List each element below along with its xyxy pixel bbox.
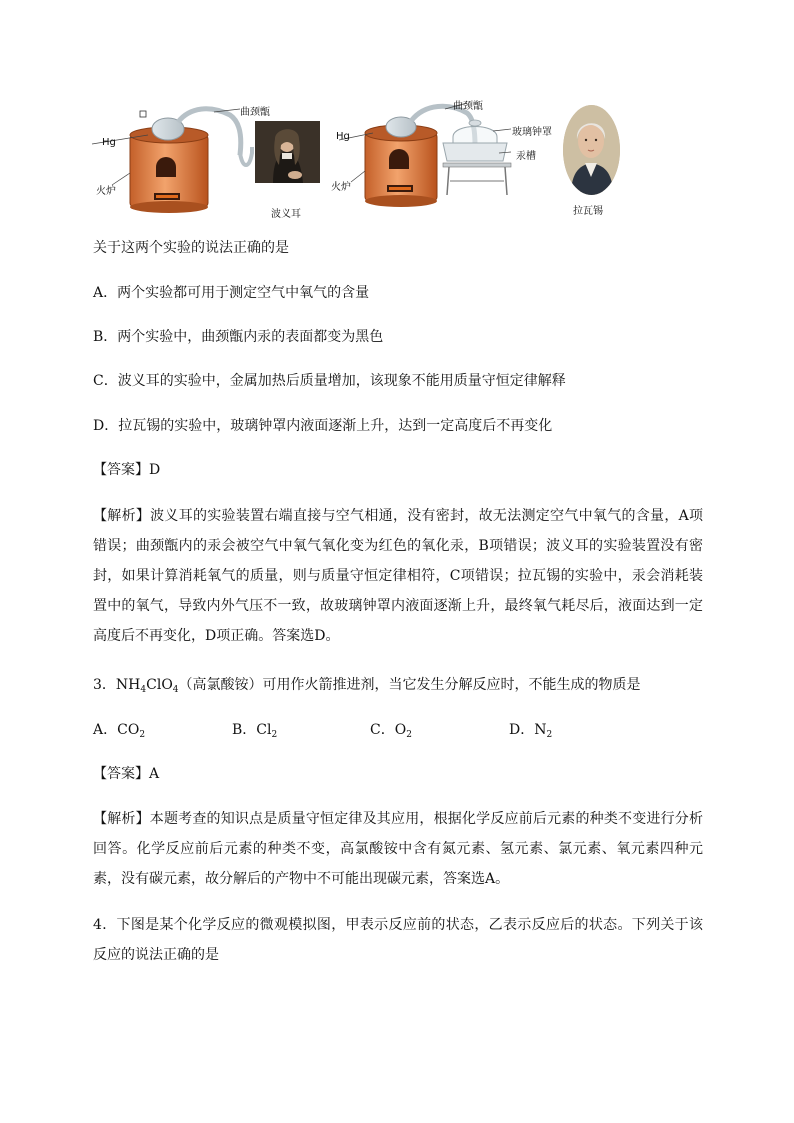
retort-label-right: 曲颈甑 (453, 101, 483, 112)
q3-stem (93, 675, 641, 695)
q2-option-d: D．拉瓦锡的实验中，玻璃钟罩内液面逐渐上升，达到一定高度后不再变化 (93, 418, 553, 434)
q3-formula: $NH_4ClO_4$ (115, 677, 179, 695)
q2-analysis: 【解析】波义耳的实验装置右端直接与空气相通，没有密封，故无法测定空气中氧气的含量，A项错误；曲颈甑内的汞会被空气中氧气氧化变为红色的氧化汞，B项错误；波义耳的实验装置没有密封，如果计算消耗氧气的质量，则与质量守恒定律相符，C项错误；拉瓦锡的实验中，汞会消耗装置中的氧气，导致内外气压不一致，故玻璃钟罩内液面逐渐上升，最终氧气耗尽后，液面达到一定高度后不再变化，D项正确。答案选D。 (93, 508, 703, 644)
furnace-label-left: 火炉 (96, 186, 116, 197)
boyle-portrait (255, 121, 320, 183)
q2-stem: 关于这两个实验的说法正确的是 (93, 240, 289, 256)
q3-option-b: B．$Cl_2$ (232, 722, 278, 740)
experiment-figure (90, 95, 630, 220)
q3-option-d: D．$N_2$ (509, 722, 553, 740)
hg-label-left: Hg (102, 137, 116, 148)
q3-stem-text: （高氯酸铵）可用作火箭推进剂，当它发生分解反应时，不能生成的物质是 (178, 677, 641, 693)
lavoisier-apparatus-illustration (335, 95, 535, 210)
hg-label-right: Hg (336, 131, 350, 142)
retort-label-left: 曲颈甑 (240, 107, 270, 118)
lavoisier-portrait (563, 105, 620, 195)
furnace-label-right: 火炉 (331, 182, 351, 193)
mercury-trough-label: 汞槽 (516, 151, 536, 162)
q2-option-a: A．两个实验都可用于测定空气中氧气的含量 (93, 285, 370, 301)
lavoisier-caption: 拉瓦锡 (573, 206, 603, 217)
bell-jar-label: 玻璃钟罩 (512, 127, 552, 138)
q2-answer: 【答案】D (93, 462, 161, 478)
q2-option-b: B．两个实验中，曲颈甑内汞的表面都变为黑色 (93, 329, 384, 345)
q2-option-c: C．波义耳的实验中，金属加热后质量增加，该现象不能用质量守恒定律解释 (93, 373, 566, 389)
q3-option-c: C．$O_2$ (370, 722, 412, 740)
q3-option-a: A．$CO_2$ (93, 722, 146, 740)
box-mark-square (140, 111, 146, 117)
q3-answer: 【答案】A (93, 766, 160, 782)
q3-number: 3． (93, 677, 116, 693)
q4-stem: 4．下图是某个化学反应的微观模拟图，甲表示反应前的状态，乙表示反应后的状态。下列关于该反应的说法正确的是 (93, 917, 703, 963)
q3-analysis: 【解析】本题考查的知识点是质量守恒定律及其应用，根据化学反应前后元素的种类不变进行分析回答。化学反应前后元素的种类不变，高氯酸铵中含有氮元素、氢元素、氯元素、氧元素四种元素，没有碳元素，故分解后的产物中不可能出现碳元素，答案选A。 (93, 811, 703, 887)
boyle-caption: 波义耳 (271, 209, 301, 220)
